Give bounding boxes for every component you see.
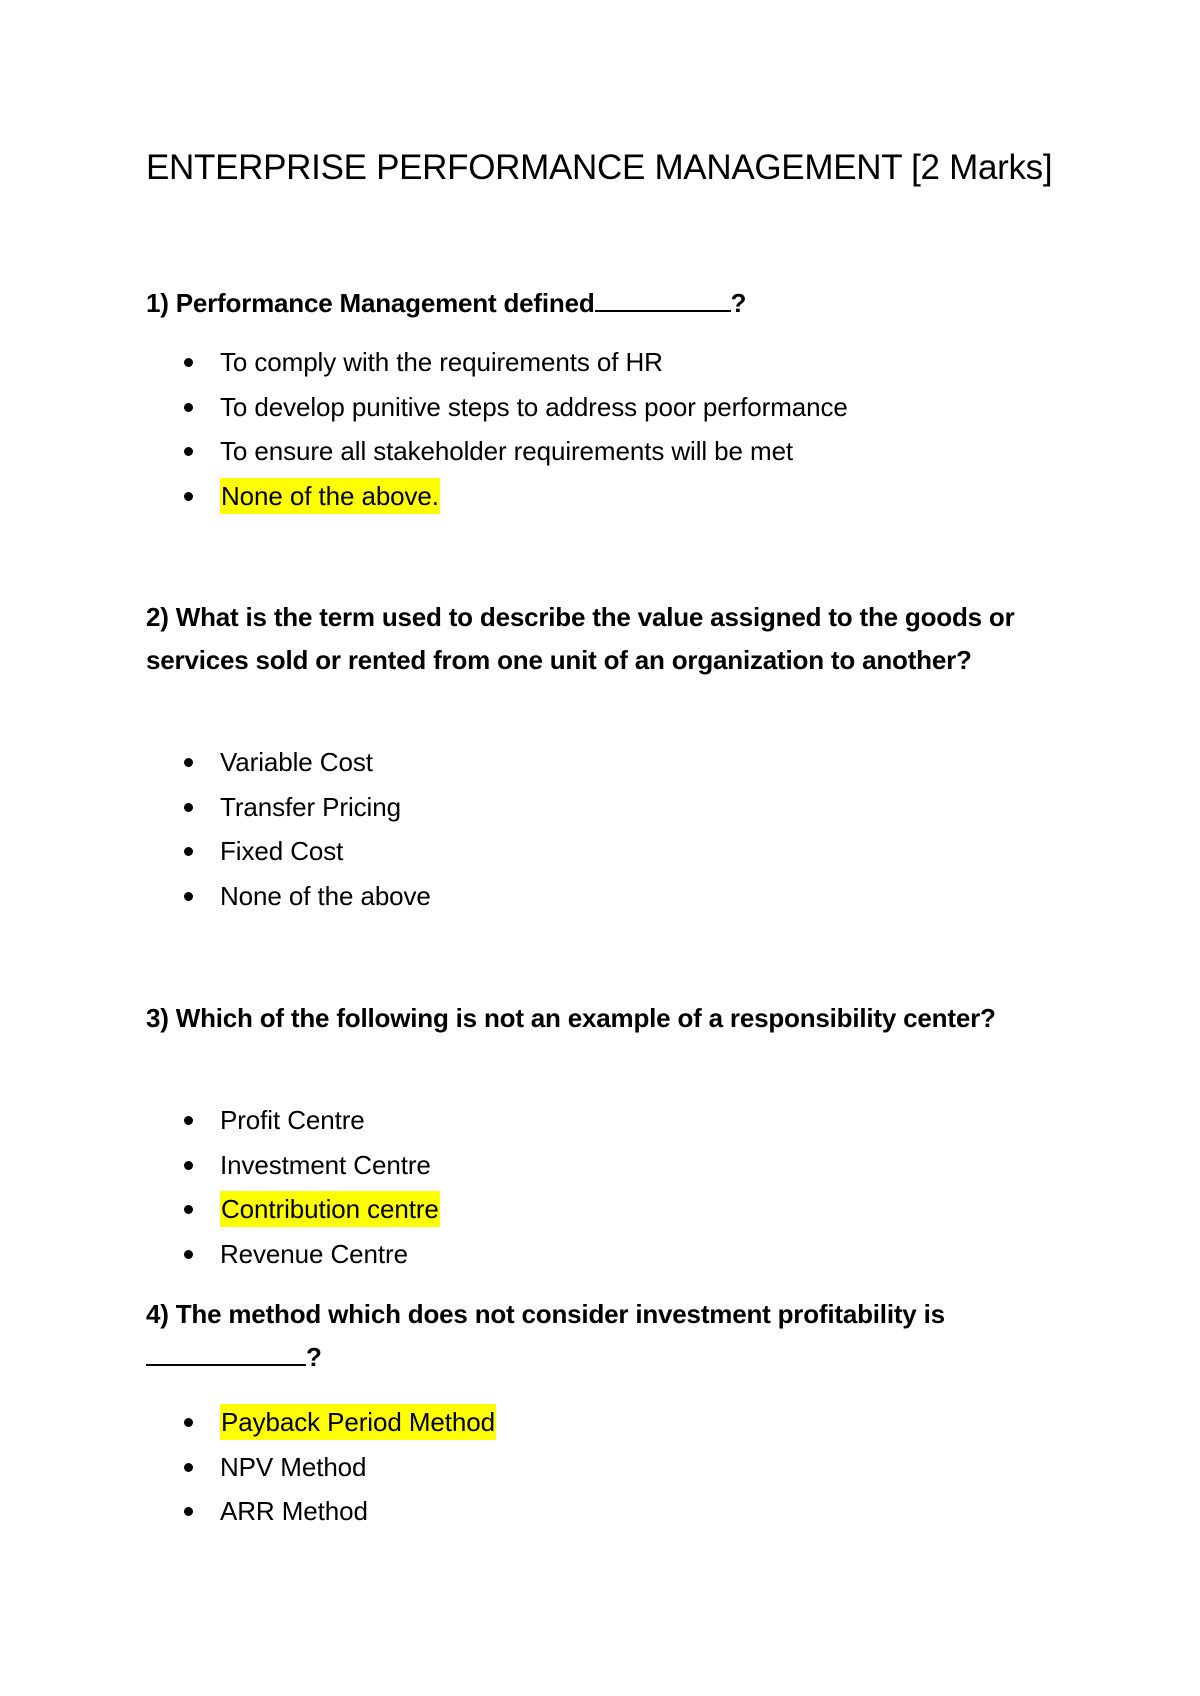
option-text: Fixed Cost	[220, 836, 344, 866]
option	[182, 429, 848, 474]
question-4-options	[182, 1400, 496, 1534]
option-text: Contribution centre	[220, 1191, 440, 1227]
option	[182, 1445, 496, 1490]
option-text: To ensure all stakeholder requirements will be met	[220, 436, 794, 466]
question-1-text: 1) Performance Management defined	[146, 288, 595, 318]
bullet-icon	[184, 758, 193, 767]
option	[182, 874, 431, 919]
option	[182, 1232, 440, 1277]
bullet-icon	[184, 1250, 193, 1259]
option	[182, 385, 848, 430]
bullet-icon	[184, 803, 193, 812]
option-highlighted	[182, 1187, 440, 1232]
option-text: Payback Period Method	[220, 1404, 496, 1440]
question-1-suffix: ?	[730, 288, 747, 318]
option	[182, 1098, 440, 1143]
option-text: To comply with the requirements of HR	[220, 347, 663, 377]
bullet-icon	[184, 1507, 193, 1516]
option	[182, 1489, 496, 1534]
bullet-icon	[184, 358, 193, 367]
option-text: Variable Cost	[220, 747, 373, 777]
bullet-icon	[184, 1161, 193, 1170]
question-4-text: 4) The method which does not consider investment profitability is	[146, 1299, 945, 1329]
option-text: Profit Centre	[220, 1105, 365, 1135]
bullet-icon	[184, 447, 193, 456]
option	[182, 785, 431, 830]
option-text: Revenue Centre	[220, 1238, 408, 1269]
bullet-icon	[184, 492, 193, 501]
question-4	[146, 1293, 1066, 1379]
question-1	[146, 282, 1066, 325]
question-3: 3) Which of the following is not an example of a responsibility center?	[146, 1003, 996, 1033]
option-text: ARR Method	[220, 1496, 368, 1526]
question-2: 2) What is the term used to describe the value assigned to the goods or services sold or rented from one unit of an organization to another?	[146, 602, 1015, 675]
bullet-icon	[184, 1463, 193, 1472]
bullet-icon	[184, 1205, 193, 1214]
question-4-suffix: ?	[306, 1342, 322, 1372]
option-text: To develop punitive steps to address poor performance	[220, 391, 848, 422]
question-1-options	[182, 340, 848, 518]
bullet-icon	[184, 892, 193, 901]
option-highlighted	[182, 474, 848, 519]
option-text: NPV Method	[220, 1451, 367, 1482]
question-3-options	[182, 1098, 440, 1276]
document-title: ENTERPRISE PERFORMANCE MANAGEMENT [2 Marks]	[146, 148, 1053, 187]
option-highlighted	[182, 1400, 496, 1445]
option	[182, 340, 848, 385]
bullet-icon	[184, 847, 193, 856]
option	[182, 740, 431, 785]
option-text: None of the above.	[220, 478, 440, 514]
bullet-icon	[184, 403, 193, 412]
answer-blank	[595, 282, 731, 312]
option	[182, 1143, 440, 1188]
bullet-icon	[184, 1418, 193, 1427]
option-text: None of the above	[220, 880, 431, 911]
question-2-options	[182, 740, 431, 918]
bullet-icon	[184, 1116, 193, 1125]
option-text: Investment Centre	[220, 1149, 431, 1180]
option	[182, 829, 431, 874]
option-text: Transfer Pricing	[220, 791, 401, 822]
answer-blank	[146, 1336, 306, 1366]
